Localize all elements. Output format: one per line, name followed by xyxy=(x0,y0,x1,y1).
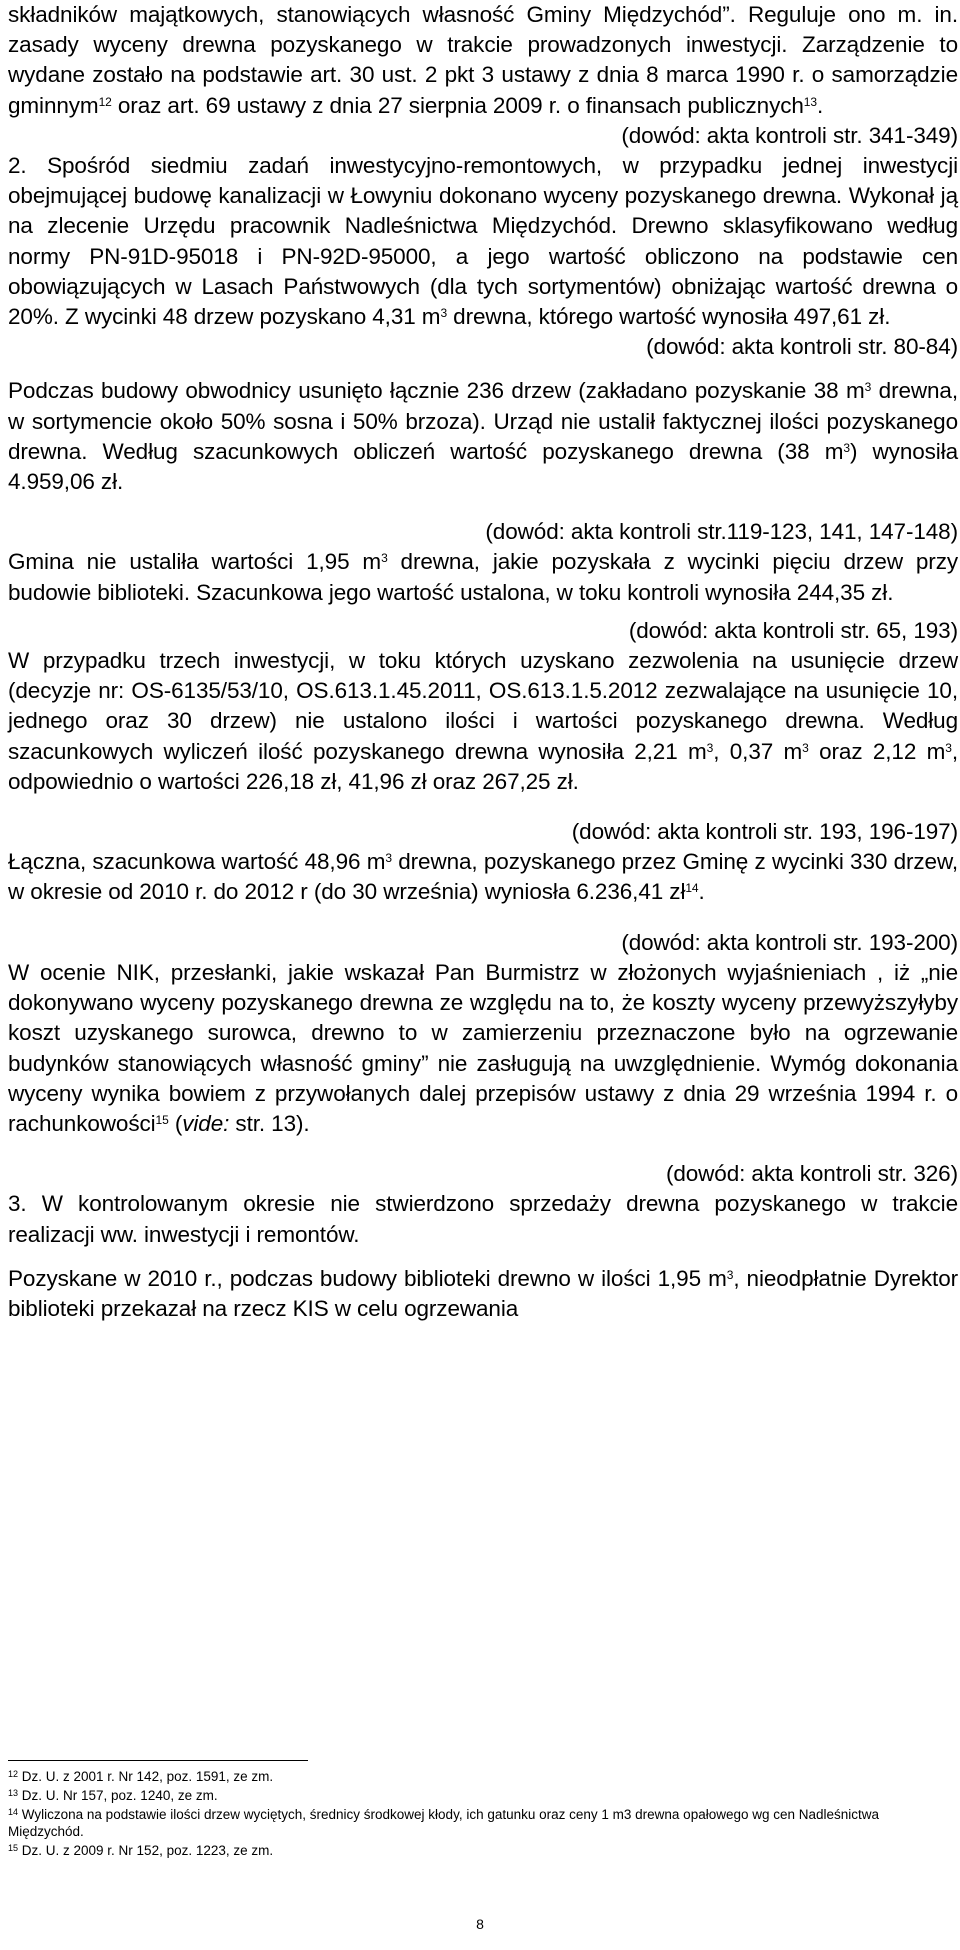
paragraph xyxy=(8,547,958,607)
footnote-text: Dz. U. z 2009 r. Nr 152, poz. 1223, ze zm. xyxy=(18,1843,274,1858)
paragraph xyxy=(8,376,958,497)
body-text xyxy=(8,0,958,1324)
superscript: 3 xyxy=(726,1267,734,1282)
text-run: . xyxy=(816,92,824,118)
paragraph xyxy=(8,151,958,332)
footnote-ref: 13 xyxy=(803,94,817,109)
text-run: . xyxy=(698,879,705,905)
text-run: ( xyxy=(168,1110,183,1136)
text-run: str. 13). xyxy=(229,1110,310,1136)
paragraph xyxy=(8,958,958,1139)
text-run: drewna, jakie pozyskała z wycinki pięciu drzew przy budowie biblioteki. Szacunkowa jego wartość ustalona, w toku kontroli wynosiła 244,35 zł. xyxy=(8,549,958,605)
footnote xyxy=(8,1768,958,1785)
paragraph xyxy=(8,646,958,797)
footnote-text: Wyliczona na podstawie ilości drzew wyciętych, średnicy środkowej kłody, ich gatunku oraz ceny 1 m3 drewna opałowego wg cen Nadleśnictwa Międzychód. xyxy=(8,1807,880,1839)
paragraph xyxy=(8,847,958,907)
text-run: , odpowiednio o wartości 226,18 zł, 41,96 zł oraz 267,25 zł. xyxy=(8,738,958,794)
text-run: 2. Spośród siedmiu zadań inwestycyjno-remontowych, w przypadku jednej inwestycji obejmującej budowę kanalizacji w Łowyniu dokonano wyceny pozyskanego drewna. Wykonał ją na zlecenie Urzędu pracownik Nadleśnictwa Międzychód. Drewno sklasyfikowano według normy PN-91D-95018 i PN-92D-95000, a jego wartość obliczono na podstawie cen obowiązujących w Lasach Państwowych (dla tych sortymentów) obniżając wartość drewna o 20%. Z wycinki 48 drzew pozyskano 4,31 m xyxy=(8,153,958,330)
footnote-text: Dz. U. z 2001 r. Nr 142, poz. 1591, ze zm. xyxy=(18,1769,274,1784)
footnote-ref: 14 xyxy=(685,881,699,896)
footnote-ref: 12 xyxy=(98,94,112,109)
superscript: 3 xyxy=(864,380,872,395)
text-run: drewna, pozyskanego przez Gminę z wycinki 330 drzew, w okresie od 2010 r. do 2012 r (do 30 września) wyniosła 6.236,41 zł xyxy=(8,849,959,905)
footnote xyxy=(8,1842,958,1859)
footnote xyxy=(8,1787,958,1804)
paragraph xyxy=(8,1264,958,1324)
italic-text: vide: xyxy=(182,1110,230,1136)
text-run: W ocenie NIK, przesłanki, jakie wskazał Pan Burmistrz w złożonych wyjaśnieniach , iż „nie dokonywano wyceny pozyskanego drewna ze względu na to, że koszty wyceny przewyższyłyby koszt uzyskanego surowca, drewno to w zamierzeniu przeznaczone było na ogrzewanie budynków stanowiących własność gminy” nie zasługują na uwzględnienie. Wymóg dokonania wyceny wynika bowiem z przywołanych dalej przepisów ustawy z dnia 29 września 1994 r. o rachunkowości xyxy=(8,959,958,1136)
text-run: , nieodpłatnie Dyrektor biblioteki przekazał na rzecz KIS w celu ogrzewania xyxy=(8,1265,958,1321)
evidence-reference: (dowód: akta kontroli str. 193-200) xyxy=(621,929,958,955)
paragraph xyxy=(8,0,958,121)
text-run: Pozyskane w 2010 r., podczas budowy biblioteki drewno w ilości 1,95 m xyxy=(8,1265,727,1291)
footnotes xyxy=(8,1768,958,1861)
evidence-reference: (dowód: akta kontroli str. 193, 196-197) xyxy=(571,819,958,845)
text-run: Łączna, szacunkowa wartość 48,96 m xyxy=(8,849,386,875)
text-run: drewna, którego wartość wynosiła 497,61 zł. xyxy=(447,304,891,330)
footnote-separator xyxy=(8,1760,308,1761)
footnote-number: 14 xyxy=(8,1807,19,1817)
text-run: W przypadku trzech inwestycji, w toku których uzyskano zezwolenia na usunięcie drzew (decyzje nr: OS-6135/53/10, OS.613.1.45.2011, OS.613.1.5.2012 zezwalające na usunięcie 10, jednego oraz 30 drzew) nie ustalono ilości i wartości pozyskanego drewna. Według szacunkowych wyliczeń ilość pozyskanego drewna wynosiła 2,21 m xyxy=(8,648,958,764)
text-run: drewna, w sortymencie około 50% sosna i 50% brzoza). Urząd nie ustalił faktycznej ilości pozyskanego drewna. Według szacunkowych obliczeń wartość pozyskanego drewna (38 m xyxy=(8,378,959,464)
text-run: ) wynosiła 4.959,06 zł. xyxy=(8,438,959,495)
footnote xyxy=(8,1806,958,1840)
footnote-text: Dz. U. Nr 157, poz. 1240, ze zm. xyxy=(18,1788,218,1803)
superscript: 3 xyxy=(440,306,448,321)
superscript: 3 xyxy=(706,740,714,755)
text-run: Podczas budowy obwodnicy usunięto łącznie 236 drzew (zakładano pozyskanie 38 m xyxy=(8,378,865,404)
superscript: 3 xyxy=(945,740,952,755)
text-run: oraz 2,12 m xyxy=(808,738,946,764)
page-number: 8 xyxy=(476,1916,484,1932)
superscript: 3 xyxy=(802,740,809,755)
evidence-reference: (dowód: akta kontroli str.119-123, 141, 147-148) xyxy=(485,519,958,545)
superscript: 3 xyxy=(381,551,388,566)
footnote-number: 15 xyxy=(8,1843,19,1853)
evidence-reference: (dowód: akta kontroli str. 341-349) xyxy=(621,122,958,148)
paragraph: 3. W kontrolowanym okresie nie stwierdzono sprzedaży drewna pozyskanego w trakcie realizacji ww. inwestycji i remontów. xyxy=(8,1191,958,1247)
text-run: Gmina nie ustaliła wartości 1,95 m xyxy=(8,549,382,575)
evidence-reference: (dowód: akta kontroli str. 326) xyxy=(665,1161,958,1187)
evidence-reference: (dowód: akta kontroli str. 80-84) xyxy=(646,334,958,360)
footnote-number: 12 xyxy=(8,1769,19,1779)
text-run: , 0,37 m xyxy=(713,738,803,764)
evidence-reference: (dowód: akta kontroli str. 65, 193) xyxy=(628,617,958,643)
text-run: składników majątkowych, stanowiących własność Gminy Międzychód”. Reguluje ono m. in. zasady wyceny drewna pozyskanego w trakcie prowadzonych inwestycji. Zarządzenie to wydane zostało na podstawie art. 30 ust. 2 pkt 3 ustawy z dnia 8 marca 1990 r. o samorządzie gminnym xyxy=(8,2,958,118)
footnote-ref: 15 xyxy=(155,1112,169,1127)
superscript: 3 xyxy=(843,440,850,455)
text-run: oraz art. 69 ustawy z dnia 27 sierpnia 2009 r. o finansach publicznych xyxy=(111,92,804,118)
footnote-number: 13 xyxy=(8,1788,19,1798)
superscript: 3 xyxy=(385,851,392,866)
